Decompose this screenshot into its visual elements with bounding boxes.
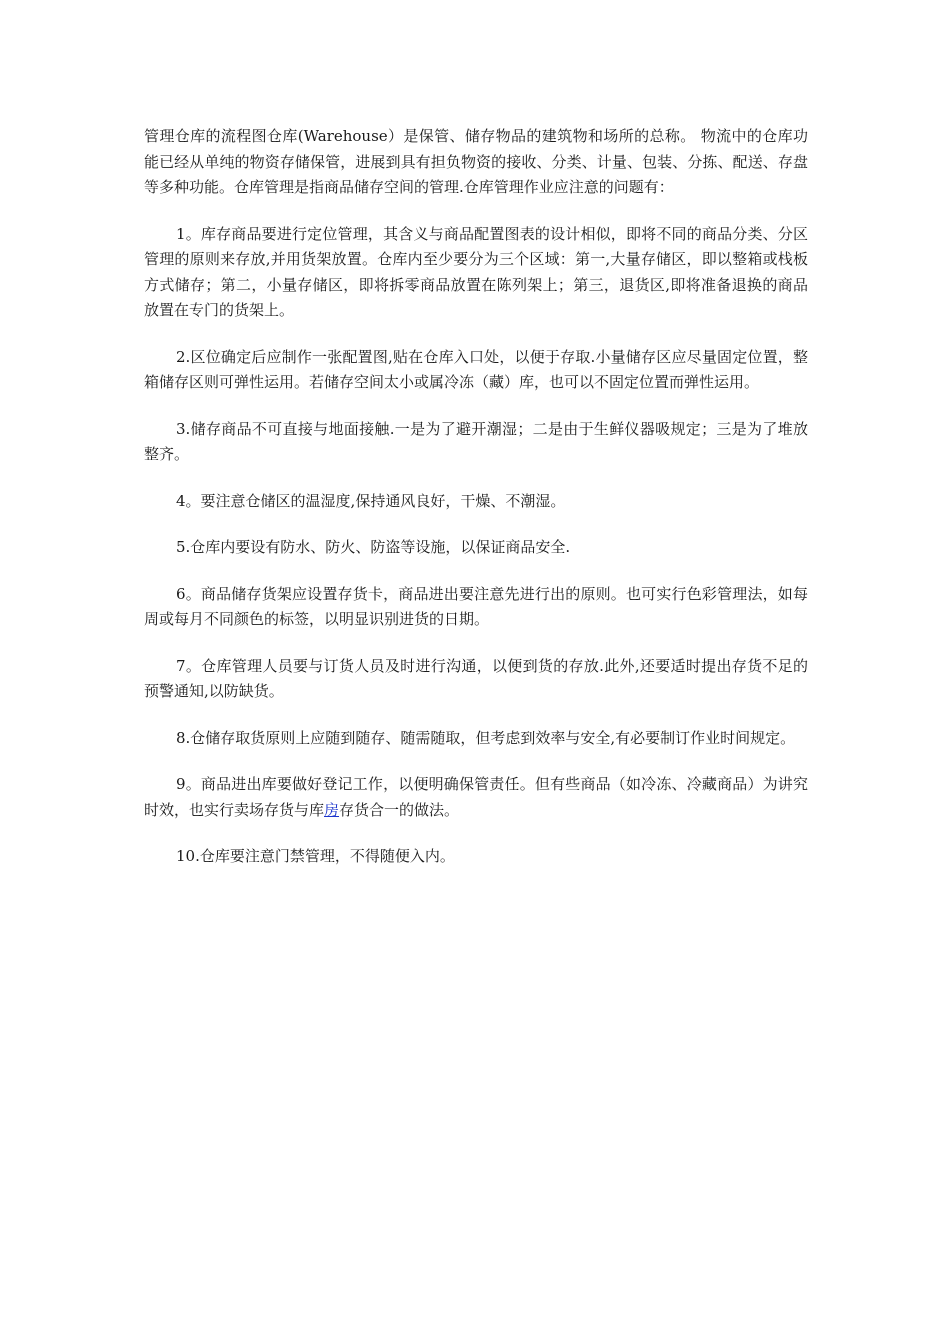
list-item: 8.仓储存取货原则上应随到随存、随需随取，但考虑到效率与安全,有必要制订作业时间规定。 [176, 728, 796, 747]
item-9-text-before: 9。商品进出库要做好登记工作，以便明确保管责任。但有些商品（如冷冻、冷藏商品）为讲究时效，也实行卖场存货与库 [144, 775, 808, 819]
list-item: 2.区位确定后应制作一张配置图,贴在仓库入口处，以便于存取.小量储存区应尽量固定位置，整箱储存区则可弹性运用。若储存空间太小或属冷冻（藏）库，也可以不固定位置而弹性运用。 [144, 347, 808, 391]
intro-paragraph: 管理仓库的流程图仓库(Warehouse）是保管、储存物品的建筑物和场所的总称。 物流中的仓库功能已经从单纯的物资存储保管，进展到具有担负物资的接收、分类、计量、包装、分拣、配送、存盘等多种功能。仓库管理是指商品储存空间的管理.仓库管理作业应注意的问题有： [144, 127, 808, 196]
document-body [144, 124, 808, 891]
list-item: 7。仓库管理人员要与订货人员及时进行沟通，以便到货的存放.此外,还要适时提出存货不足的预警通知,以防缺货。 [144, 656, 808, 700]
list-item-10: 10.仓库要注意门禁管理，不得随便入内。 [176, 847, 455, 865]
list-item-9 [144, 772, 808, 823]
inline-link[interactable]: 房 [324, 800, 340, 819]
list-item: 3.储存商品不可直接与地面接触.一是为了避开潮湿；二是由于生鲜仪器吸规定；三是为了堆放整齐。 [144, 419, 808, 463]
list-item: 6。商品储存货架应设置存货卡，商品进出要注意先进行出的原则。也可实行色彩管理法，如每周或每月不同颜色的标签，以明显识别进货的日期。 [144, 584, 808, 628]
item-9-text-after: 存货合一的做法。 [339, 800, 460, 819]
list-item: 1。库存商品要进行定位管理，其含义与商品配置图表的设计相似，即将不同的商品分类、分区管理的原则来存放,并用货架放置。仓库内至少要分为三个区域：第一,大量存储区，即以整箱或栈板方式储存；第二，小量存储区，即将拆零商品放置在陈列架上；第三，退货区,即将准备退换的商品放置在专门的货架上。 [144, 224, 808, 319]
list-item: 5.仓库内要设有防水、防火、防盗等设施，以保证商品安全. [176, 538, 571, 556]
list-item: 4。要注意仓储区的温湿度,保持通风良好，干燥、不潮湿。 [176, 491, 566, 510]
